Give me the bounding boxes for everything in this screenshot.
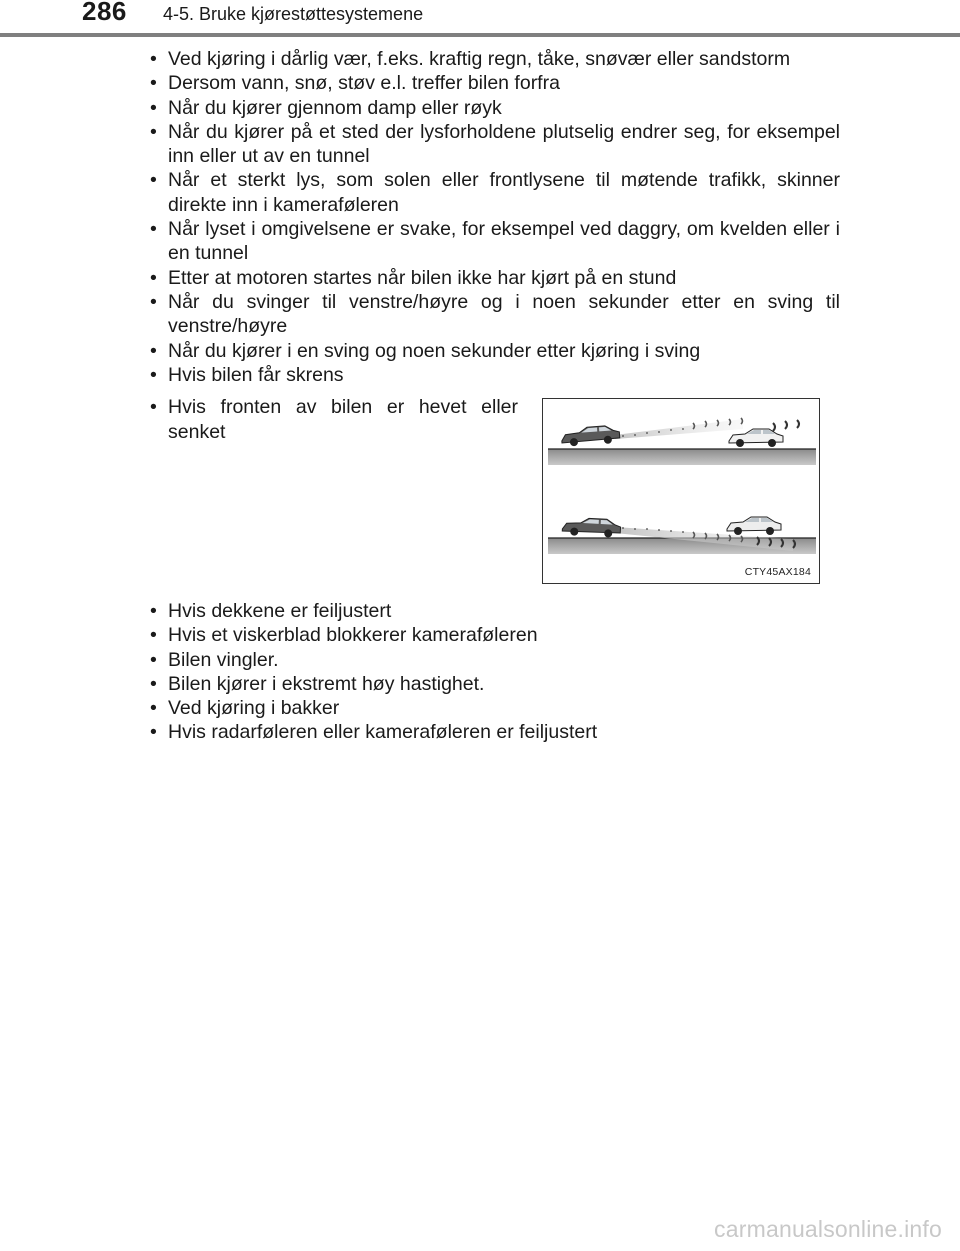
list-item: • Ved kjøring i dårlig vær, f.eks. kraftig regn, tåke, snøvær eller sandstorm	[148, 47, 840, 71]
header-rule	[0, 33, 960, 37]
figure-code: CTY45AX184	[744, 566, 811, 578]
list-item: • Hvis dekkene er feiljustert	[148, 599, 840, 623]
list-item: • Når du kjører gjennom damp eller røyk	[148, 96, 840, 120]
watermark: carmanualsonline.info	[714, 1216, 942, 1242]
condition-list-mid	[148, 395, 518, 445]
list-item: • Når du kjører på et sted der lysforholdene plutselig endrer seg, for eksempel inn eller ut av en tunnel	[148, 120, 840, 169]
list-item: • Når du svinger til venstre/høyre og i noen sekunder etter en sving til venstre/høyre	[148, 290, 840, 339]
scene-front-lowered	[548, 517, 816, 554]
scene-front-raised	[548, 418, 816, 465]
list-item: • Når du kjører i en sving og noen sekunder etter kjøring i sving	[148, 339, 840, 363]
list-item: • Bilen kjører i ekstremt høy hastighet.	[148, 672, 840, 696]
radar-illustration	[542, 398, 820, 584]
list-item: • Bilen vingler.	[148, 648, 840, 672]
list-item: • Hvis fronten av bilen er hevet eller senket	[148, 395, 518, 445]
condition-list-bottom	[148, 599, 840, 745]
list-item: • Ved kjøring i bakker	[148, 696, 840, 720]
condition-list-top	[148, 47, 840, 387]
page-number: 286	[82, 0, 127, 26]
radar-diagram-graphic	[543, 399, 821, 585]
list-item: • Hvis bilen får skrens	[148, 363, 840, 387]
section-title: 4-5. Bruke kjørestøttesystemene	[163, 4, 424, 24]
list-item: • Hvis et viskerblad blokkerer kameraføleren	[148, 623, 840, 647]
list-item: • Etter at motoren startes når bilen ikke har kjørt på en stund	[148, 266, 840, 290]
list-item: • Dersom vann, snø, støv e.l. treffer bilen forfra	[148, 71, 840, 95]
list-item: • Hvis radarføleren eller kameraføleren er feiljustert	[148, 720, 840, 744]
list-item: • Når et sterkt lys, som solen eller frontlysene til møtende trafikk, skinner direkte inn i kameraføleren	[148, 168, 840, 217]
list-item: • Når lyset i omgivelsene er svake, for eksempel ved daggry, om kvelden eller i en tunnel	[148, 217, 840, 266]
